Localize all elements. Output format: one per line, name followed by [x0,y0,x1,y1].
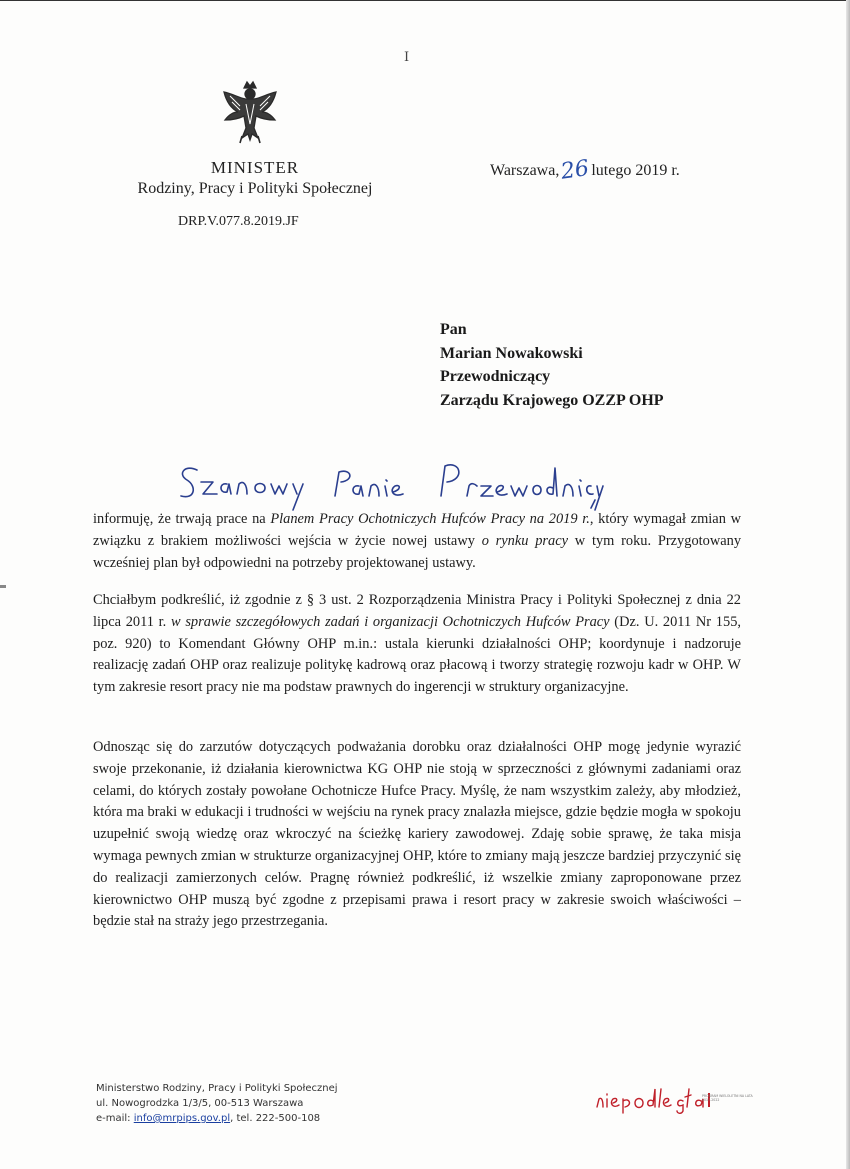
italic-title: w sprawie szczegółowych zadań i organizacji Ochotniczych Hufców Pracy [171,613,610,630]
text-run: informuję, że trwają prace na [93,511,271,527]
email-link[interactable]: info@mrpips.gov.pl [133,1113,231,1124]
text-run: w tym roku. Przygotowany wcześniej plan był odpowiedni na potrzeby projektowanej ustawy. [93,532,742,571]
footer-address [96,1081,338,1126]
phone-number: , tel. 222-500-108 [230,1113,321,1124]
reference-number: DRP.V.077.8.2019.JF [178,214,299,229]
text-run: Chciałbym podkreślić, iż zgodnie z § 3 ust. 2 Rozporządzenia Ministra Pracy i Polityki Społecznej z dnia 22 lipca 2011 r. [93,592,741,630]
body-paragraph-1 [93,509,741,574]
minister-title: MINISTER [210,158,300,177]
email-label: e-mail: [96,1113,134,1124]
dateline [490,158,680,183]
text-run: (Dz. U. 2011 Nr 155, poz. 920) to Komendant Główny OHP m.in.: ustala kierunki działalności OHP; koordynuje i nadzoruje realizację zadań OHP oraz realizuje politykę kadrową oraz płacową i tworzy strategię rozwoju kadr w OHP. W tym zakresie resort pracy nie ma podstaw prawnych do ingerencji w struktury organizacyjne. [93,613,741,696]
italic-title: o rynku pracy [481,532,568,549]
logo-tagline: PROGRAM WIELOLETNI NA LATA 2017-2022 [702,1094,753,1102]
footer-street: ul. Nowogrodzka 1/3/5, 00-513 Warszawa [96,1098,304,1109]
addressee-position: Przewodniczący [440,368,551,385]
scan-edge-right [846,0,850,1169]
dateline-month-year: lutego 2019 r. [591,162,680,179]
footer-contact [96,1111,338,1126]
ministry-name: Rodziny, Pracy i Polityki Społecznej [137,180,373,197]
dateline-day-handwritten: 26 [559,156,591,185]
addressee-block [440,318,664,412]
eagle-emblem-icon [220,80,280,146]
text-run: Odnosząc się do zarzutów dotyczących podważania dorobku oraz działalności OHP mogę jedynie wyrazić swoje przekonanie, iż działania kierownictwa KG OHP nie stoją w sprzeczności z głównymi zadaniami oraz celami, do których zostały powołane Ochotnicze Hufce Pracy. Myślę, że nam wszystkim zależy, aby młodzież, która ma braki w edukacji i trudności w wejściu na rynek pracy znalazła miejsce, gdzie będzie mogła w spokoju uzupełnić swoją wiedzę oraz wkroczyć na ścieżkę kariery zawodowej. Zdaję sobie sprawę, że taka misja wymaga pewnych zmian w strukturze organizacyjnej OHP, które to zmiany mają jeszcze bardziej przyczynić się do realizacji zamierzonych celów. Pragnę również podkreślić, iż wszelkie zmiany zaproponowane przez kierownictwo OHP muszą być zgodne z przepisami prawa i resort pracy w zakresie swoich właściwości – będzie stał na straży jego przestrzegania. [93,739,741,930]
handwritten-salutation [175,452,605,514]
addressee-organization: Zarządu Krajowego OZZP OHP [440,391,664,409]
addressee-name: Marian Nowakowski [440,344,583,362]
text-run: , który wymagał zmian w związku z brakiem możliwości wejścia w życie nowej ustawy [93,511,741,549]
dateline-city: Warszawa, [490,162,560,179]
italic-title: Planem Pracy Ochotniczych Hufców Pracy na 2019 r. [270,511,590,527]
page-mark: I [404,50,410,65]
scan-edge-top [0,0,850,1]
body-paragraph-3 [93,737,741,933]
scan-mark [0,585,6,588]
body-paragraph-2 [93,590,741,699]
footer-ministry: Ministerstwo Rodziny, Pracy i Polityki Społecznej [96,1083,338,1094]
addressee-line: Pan [440,321,467,338]
